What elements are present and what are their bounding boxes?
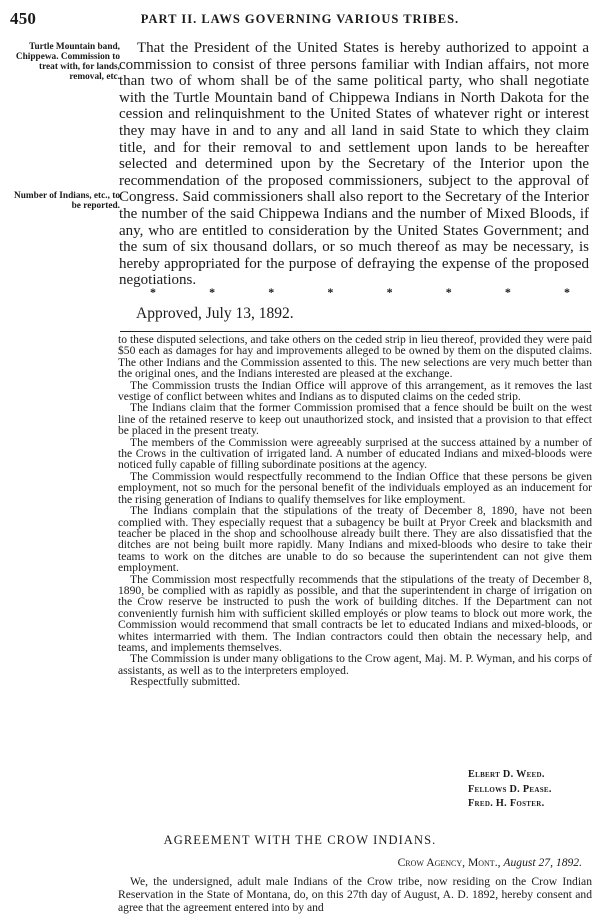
- dateline-place: Crow Agency, Mont.,: [397, 856, 501, 869]
- margin-note-turtle-mountain: Turtle Mountain band, Chippewa. Commission to treat with, for lands, removal, etc.: [15, 42, 120, 82]
- report-paragraph: The Commission would respectfully recommend to the Indian Office that these persons be given employment, not so much for the personal benefit of the individuals employed as an inducement for the rising generation of Indians to qualify themselves for like employment.: [118, 469, 592, 506]
- running-head: PART II. LAWS GOVERNING VARIOUS TRIBES.: [140, 12, 460, 26]
- report-body: [118, 334, 592, 688]
- asterisk: *: [445, 285, 452, 299]
- signer-name: Fred. H. Foster.: [468, 798, 545, 809]
- asterisk: *: [563, 285, 570, 299]
- dateline-date: August 27, 1892.: [503, 856, 582, 869]
- law-text: That the President of the United States is hereby authorized to appoint a commission to consist of three persons familiar with Indian affairs, not more than two of whom shall be of the same political party, who shall negotiate with the Turtle Mountain band of Chippewa Indians in North Dakota for the cession and relinquishment to the United States of whatever right or interest they may have in and to any and all land in said State to which they claim title, and for their removal to and settlement upon lands to be hereafter selected and determined upon by the Secretary of the Interior upon the recommendation of the proposed commissioners, subject to the approval of Congress. Said commissioners shall also report to the Secretary of the Interior the number of the said Chippewa Indians and the number of Mixed Bloods, if any, who are entitled to consideration by the United States Government; and the sum of six thousand dollars, or so much thereof as may be necessary, is hereby appropriated for the purpose of defraying the expense of the proposed negotiations.: [119, 40, 589, 289]
- section-title: AGREEMENT WITH THE CROW INDIANS.: [163, 833, 437, 847]
- approved-date: Approved, July 13, 1892.: [136, 305, 294, 322]
- signer-name: Fellows D. Pease.: [468, 783, 552, 795]
- asterisk: *: [504, 285, 511, 299]
- page-header: [8, 9, 592, 29]
- divider-rule: [120, 331, 591, 332]
- asterisk: *: [327, 285, 334, 299]
- signer-name: Elbert D. Weed.: [468, 769, 545, 780]
- report-paragraph: The Commission is under many obligations to the Crow agent, Maj. M. P. Wyman, and his corps of assistants, as well as to the interpreters employed.: [118, 652, 592, 677]
- report-paragraph: The Commission most respectfully recommends that the stipulations of the treaty of December 8, 1890, be complied with as rapidly as possible, and that the superintendent in charge of irrigation on the Crow reserve be instructed to push the work of building ditches. If the Department can not conveniently furnish him with sufficient skilled employés or plow teams to block out more work, the Commission would recommend that small contracts be let to educated Indians and mixed-bloods, or whites intermarried with them. The Indian contractors could then obtain the necessary help, and teams, and implements themselves.: [118, 572, 592, 654]
- report-paragraph: The Indians claim that the former Commission promised that a fence should be built on the west line of the retained reserve to keep out unauthorized stock, and insisted that a provision to that effect be placed in the present treaty.: [118, 401, 592, 438]
- asterisk: *: [268, 285, 275, 299]
- report-paragraph: The Indians complain that the stipulations of the treaty of December 8, 1890, have not been complied with. They especially request that a subagency be built at Pryor Creek and blacksmith and teacher be placed in the shop and schoolhouse already built there. They are also dissatisfied that the ditches are not being built more rapidly. Many Indians and mixed-bloods who desire to take their teams to work on the ditches are unable to do so because the superintendent can not give them employment.: [118, 504, 592, 575]
- asterisk: *: [209, 285, 216, 299]
- asterisk: *: [150, 285, 156, 299]
- section-break: [150, 285, 570, 300]
- closing-line: Respectfully submitted.: [130, 675, 241, 689]
- page-number: 450: [10, 9, 37, 28]
- margin-note-number-of-indians: Number of Indians, etc., to be reported.: [14, 191, 120, 211]
- agreement-text: We, the undersigned, adult male Indians of the Crow tribe, now residing on the Crow Indian Reservation in the State of Montana, do, on this 27th day of August, A. D. 1892, hereby consent and agree that the agreement entered into by and: [118, 875, 592, 915]
- report-paragraph: The Commission trusts the Indian Office will approve of this arrangement, as it removes the last vestige of conflict between whites and Indians as to disputed claims on the ceded strip.: [118, 378, 592, 404]
- dateline: [398, 856, 582, 869]
- report-paragraph: The members of the Commission were agreeably surprised at the success attained by a number of the Crows in the cultivation of irrigated land. A number of educated Indians and mixed-bloods were noticed fully capable of filling subordinate positions at the agency.: [118, 435, 592, 472]
- asterisk: *: [386, 285, 393, 299]
- signature-block: [468, 768, 552, 812]
- report-paragraph: to these disputed selections, and take others on the ceded strip in lieu thereof, provided they were paid $50 each as damages for hay and improvements alleged to be owned by them on the disputed claims. The other Indians and the Commission assented to this. The new selections are very much better than the original ones, and the Indians interested are pleased at the exchange.: [118, 333, 592, 381]
